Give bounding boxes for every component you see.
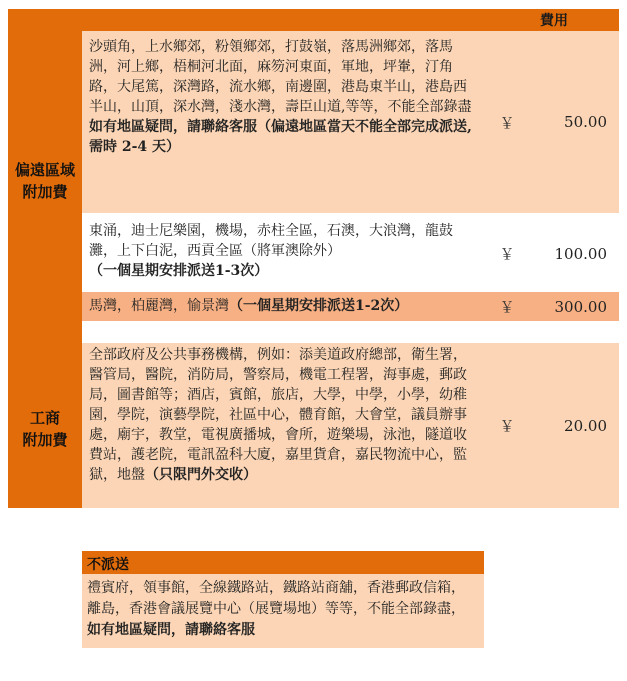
table-row [82, 31, 619, 213]
fee-amount: 100.00 [554, 244, 607, 263]
area-list: 沙頭角，上水鄉郊，粉領鄉郊，打鼓嶺，落馬洲鄉郊，落馬洲，河上鄉，梧桐河北面，麻笏河東面，軍地，坪輋，汀角路，大尾篤，深灣路，流水鄉，南邊圍，港島東半山，港島西半山，山頂，深水灣，淺水灣，壽臣山道,等等，不能全部錄盡 [89, 39, 472, 115]
row-note: （只限門外交收） [145, 467, 257, 483]
remote-surcharge-label: 偏遠區域 附加費 [14, 161, 75, 201]
no-delivery-note: 如有地區疑問，請聯絡客服 [87, 622, 255, 638]
no-delivery-box [82, 551, 484, 648]
row-description [82, 292, 482, 321]
row-description [82, 215, 482, 292]
no-delivery-content [82, 574, 484, 648]
no-delivery-list: 禮賓府，領事館，全線鐵路站，鐵路站商舖，香港郵政信箱，離島，香港會議展覽中心（展覽場地）等等，不能全部錄盡， [87, 580, 465, 617]
area-list: 馬灣，柏麗灣，愉景灣 [89, 298, 229, 314]
table-row [82, 292, 619, 321]
no-delivery-title: 不派送 [82, 551, 484, 574]
table-row [82, 343, 619, 508]
row-description [82, 343, 482, 508]
fee-amount: 50.00 [564, 113, 607, 131]
fee-amount: 20.00 [564, 416, 607, 435]
fee-amount: 300.00 [554, 297, 607, 316]
row-description [82, 31, 482, 213]
surcharge-table [8, 9, 619, 508]
currency-symbol: ￥ [499, 417, 515, 435]
area-list: 東涌，迪士尼樂園，機場，赤柱全區，石澳，大浪灣，龍鼓灘，上下白泥，西貢全區（將軍澳除外） [89, 223, 453, 259]
row-note: （一個星期安排派送1-3次） [89, 263, 269, 279]
institution-list: 全部政府及公共事務機構，例如：添美道政府總部，衛生署，醫管局，醫院，消防局，警察局，機電工程署，海事處，郵政局，圖書館等；酒店，賓館，旅店，大學，中學，小學，幼稚園，學院，演藝學院，社區中心，體育館，大會堂，議員辦事處，廟宇，教堂，電視廣播城，會所，遊樂場，泳池，隧道收費站，護老院，電訊盈科大廈，嘉里貨倉，嘉民物流中心，監獄，地盤 [89, 347, 467, 483]
fee-column-header: 費用 [540, 13, 568, 29]
table-row [82, 215, 619, 292]
currency-symbol: ￥ [499, 298, 515, 316]
row-note: （一個星期安排派送1-2次） [229, 298, 409, 314]
commercial-surcharge-label: 工商 附加費 [22, 409, 68, 449]
row-note: 如有地區疑問，請聯絡客服（偏遠地區當天不能全部完成派送, 需時 2-4 天） [89, 119, 472, 155]
currency-symbol: ￥ [499, 245, 515, 263]
currency-symbol: ￥ [499, 113, 515, 132]
